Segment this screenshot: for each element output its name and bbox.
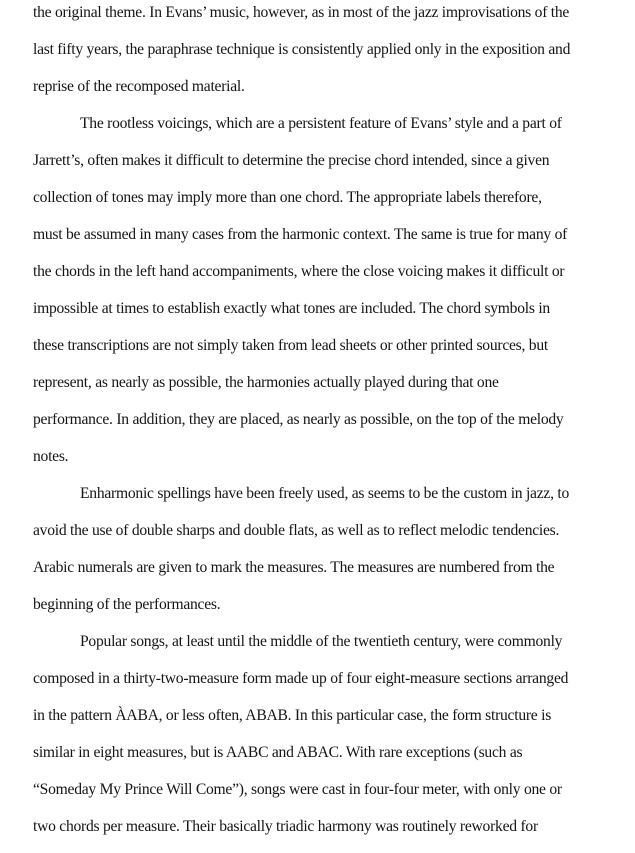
text-line: the original theme. In Evans’ music, however, as in most of the jazz improvisations of the — [33, 4, 570, 21]
text-line: Jarrett’s, often makes it difficult to determine the precise chord intended, since a given — [33, 152, 550, 169]
text-line: The rootless voicings, which are a persistent feature of Evans’ style and a part of — [80, 115, 562, 132]
text-line: collection of tones may imply more than one chord. The appropriate labels therefore, — [33, 189, 542, 206]
text-line: performance. In addition, they are placed, as nearly as possible, on the top of the melody — [33, 411, 564, 428]
text-line: impossible at times to establish exactly what tones are included. The chord symbols in — [33, 300, 550, 317]
text-line: “Someday My Prince Will Come”), songs were cast in four-four meter, with only one or — [33, 781, 562, 798]
text-line: similar in eight measures, but is AABC and ABAC. With rare exceptions (such as — [33, 744, 523, 761]
text-line: notes. — [33, 448, 69, 465]
text-line: these transcriptions are not simply taken from lead sheets or other printed sources, but — [33, 337, 548, 354]
text-line: beginning of the performances. — [33, 596, 221, 613]
text-line: reprise of the recomposed material. — [33, 78, 245, 95]
text-line: must be assumed in many cases from the harmonic context. The same is true for many of — [33, 226, 568, 243]
text-line: Arabic numerals are given to mark the measures. The measures are numbered from the — [33, 559, 555, 576]
text-line: the chords in the left hand accompaniments, where the close voicing makes it difficult or — [33, 263, 565, 280]
text-line: avoid the use of double sharps and double flats, as well as to reflect melodic tendencies. — [33, 522, 560, 539]
text-line: two chords per measure. Their basically triadic harmony was routinely reworked for — [33, 818, 538, 835]
text-line: Popular songs, at least until the middle of the twentieth century, were commonly — [80, 633, 563, 650]
text-line: last fifty years, the paraphrase technique is consistently applied only in the exposition and — [33, 41, 571, 58]
text-line: represent, as nearly as possible, the harmonies actually played during that one — [33, 374, 499, 391]
text-line: composed in a thirty-two-measure form made up of four eight-measure sections arranged — [33, 670, 569, 687]
text-line: Enharmonic spellings have been freely used, as seems to be the custom in jazz, to — [80, 485, 569, 502]
text-line: in the pattern ÀABA, or less often, ABAB. In this particular case, the form structure is — [33, 707, 552, 724]
